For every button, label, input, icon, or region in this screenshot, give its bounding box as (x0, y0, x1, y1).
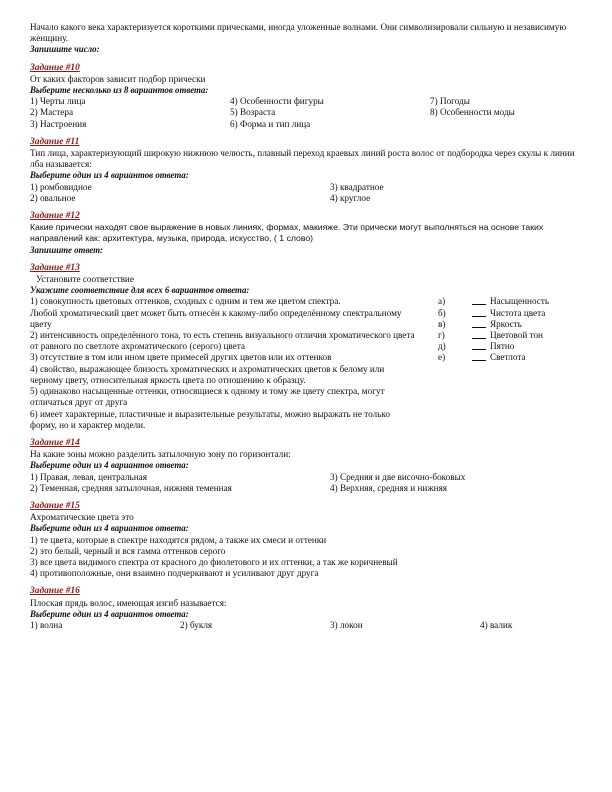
match-item: 1) совокупность цветовых оттенков, сходных с одним и тем же цветом спектра. (30, 296, 341, 307)
option[interactable]: 2) это белый, черный и вся гамма оттенков серого (30, 545, 226, 556)
match-answer (438, 319, 585, 330)
answer-label: Светлота (490, 352, 526, 363)
task-11-row-2 (30, 193, 585, 204)
option[interactable]: 3) квадратное (330, 181, 384, 192)
answer-letter: a) (438, 296, 446, 307)
answer-blank[interactable] (472, 330, 486, 339)
task-13-left-column (30, 296, 418, 430)
task-12-write-prompt: Запишите ответ: (30, 244, 103, 255)
task-10-row-3 (30, 119, 585, 130)
answer-letter: в) (438, 318, 446, 329)
answer-blank[interactable] (472, 296, 486, 305)
task-16-row (30, 620, 585, 631)
option[interactable]: 1) ромбовидное (30, 181, 92, 192)
option[interactable]: 2) Теменная, средняя затылочная, нижняя теменная (30, 482, 232, 493)
answer-label: Яркость (490, 318, 522, 329)
match-answer (438, 308, 585, 319)
match-item: 2) интенсивность определённого тона, то есть степень визуального отличия хроматического цвета от равного по светлоте ахроматического (серого) цвета (30, 330, 415, 352)
option[interactable]: 2) овальное (30, 192, 76, 203)
option[interactable]: 5) Возраста (230, 107, 276, 118)
answer-label: Насыщенность (490, 296, 550, 307)
task-10-instruction: Выберите несколько из 8 вариантов ответа: (30, 85, 209, 96)
answer-blank[interactable] (472, 308, 486, 317)
option[interactable]: 2) букля (180, 619, 213, 630)
option[interactable]: 3) Средняя и две височно-боковых (330, 471, 466, 482)
task-15-title: Задание #15 (30, 500, 80, 511)
option[interactable]: 7) Погоды (430, 96, 470, 107)
task-13-right-column (418, 296, 585, 430)
task-13-subtitle: Установите соответствие (36, 274, 134, 285)
match-answer (438, 341, 585, 352)
task-15-instruction: Выберите один из 4 вариантов ответа: (30, 523, 189, 534)
option[interactable]: 1) те цвета, которые в спектре находятся рядом, а также их смеси и оттенки (30, 534, 327, 545)
task-11-title: Задание #11 (30, 136, 80, 147)
task-16-question: Плоская прядь волос, имеющая изгиб называется: (30, 597, 227, 608)
task-12-title: Задание #12 (30, 211, 80, 222)
intro-question: Начало какого века характеризуется короткими прическами, иногда уложенные волнами. Они символизировали сильную и независимую женщину. (30, 22, 567, 44)
task-14-title: Задание #14 (30, 437, 80, 448)
match-answer (438, 352, 585, 363)
task-11-row-1 (30, 182, 585, 193)
answer-blank[interactable] (472, 341, 486, 350)
task-10-row-1 (30, 96, 585, 107)
task-14-row-1 (30, 472, 585, 483)
option[interactable]: 3) Настроения (30, 118, 87, 129)
worksheet (30, 22, 585, 631)
match-item: Любой хроматический цвет может быть отнесён к какому-либо определённому спектральному цвету (30, 307, 402, 329)
task-10-question: От каких факторов зависит подбор прически (30, 73, 206, 84)
task-10-title: Задание #10 (30, 62, 80, 73)
option[interactable]: 1) Правая, левая, центральная (30, 471, 147, 482)
match-answer (438, 330, 585, 341)
task-13-title: Задание #13 (30, 262, 80, 273)
answer-label: Цветовой тон (490, 330, 543, 341)
match-item: 6) имеет характерные, пластичные и выразительные результаты, можно выражать не только форму, но и характер модели. (30, 408, 390, 430)
match-item: 5) одинаково насыщенные оттенки, относящиеся к одному и тому же цвету спектра, могут отличаться друг от друга (30, 386, 385, 408)
option[interactable]: 4) Верхняя, средняя и нижняя (330, 482, 448, 493)
option[interactable]: 3) все цвета видимого спектра от красного до фиолетового и их оттенки, а так же коричневый (30, 556, 398, 567)
option[interactable]: 4) валик (480, 619, 513, 630)
option[interactable]: 2) Мастера (30, 107, 74, 118)
task-11-instruction: Выберите один из 4 вариантов ответа: (30, 170, 189, 181)
answer-letter: е) (438, 352, 446, 363)
answer-label: Чистота цвета (490, 307, 546, 318)
task-16-instruction: Выберите один из 4 вариантов ответа: (30, 608, 189, 619)
option[interactable]: 4) Особенности фигуры (230, 96, 324, 107)
match-item: 3) отсутствие в том или ином цвете примесей других цветов или их оттенков (30, 352, 332, 363)
task-14-row-2 (30, 483, 585, 494)
task-14-question: На какие зоны можно разделить затылочную зону по горизонтали: (30, 449, 291, 460)
intro-write-prompt: Запишите число: (30, 44, 100, 55)
task-13-instruction: Укажите соответствие для всех 6 вариантов ответа: (30, 285, 250, 296)
option[interactable]: 3) локон (330, 619, 363, 630)
task-16-title: Задание #16 (30, 586, 80, 597)
option[interactable]: 1) Черты лица (30, 96, 86, 107)
option[interactable]: 8) Особенности моды (430, 107, 515, 118)
answer-blank[interactable] (472, 319, 486, 328)
option[interactable]: 4) круглое (330, 192, 371, 203)
option[interactable]: 1) волна (30, 619, 63, 630)
task-13-matching (30, 296, 585, 430)
match-item: 4) свойство, выражающее близость хроматических и ахроматических цветов к белому или черному цвету, относительная яркость цвета по отношению к образцу. (30, 363, 385, 385)
match-answer (438, 296, 585, 307)
answer-blank[interactable] (472, 352, 486, 361)
task-12-question: Какие прически находят свое выражение в новых линиях, формах, макияже. Эти прически могут выполняться на основе таких направлений как: архитектура, музыка, природа, искусство, ( 1 слово) (30, 222, 544, 244)
answer-letter: д) (438, 341, 446, 352)
answer-letter: б) (438, 307, 446, 318)
task-14-instruction: Выберите один из 4 вариантов ответа: (30, 460, 189, 471)
task-15-question: Ахроматические цвета это (30, 512, 134, 523)
option[interactable]: 6) Форма и тип лица (230, 118, 311, 129)
answer-letter: г) (438, 330, 445, 341)
answer-label: Пятно (490, 341, 515, 352)
task-11-question: Тип лица, характеризующий широкую нижнюю челюсть, плавный переход краевых линий роста волос от подбородка через скулы к линии лба называется: (30, 148, 575, 170)
option[interactable]: 4) противоположные, они взаимно подчеркивают и усиливают друг друга (30, 568, 319, 579)
task-10-row-2 (30, 107, 585, 118)
